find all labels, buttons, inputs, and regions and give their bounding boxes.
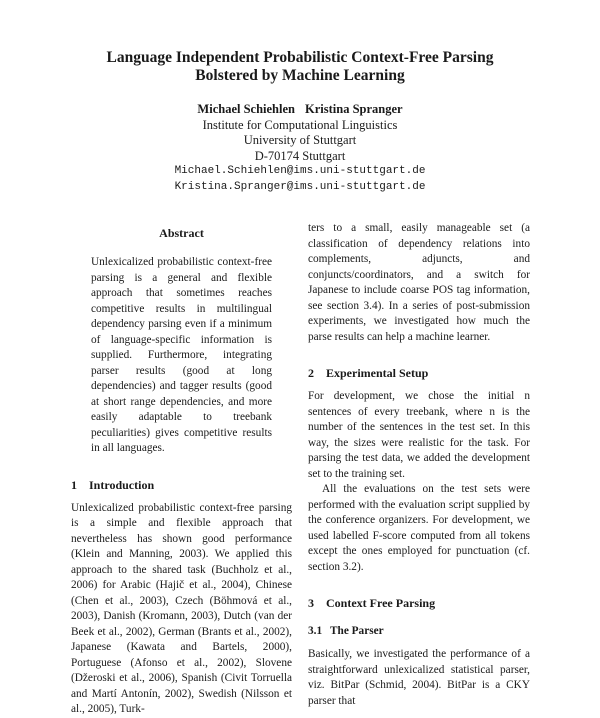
title-line-1: Language Independent Probabilistic Context-Free Parsing [106,49,494,66]
email-1: Michael.Schiehlen@ims.uni-stuttgart.de [174,165,426,178]
section-heading-context-free-parsing [308,595,530,611]
author-2: Kristina Spranger [305,102,403,116]
parser-paragraph: Basically, we investigated the performance of a straightforward unlexicalized statistical parser, viz. BitPar (Schmid, 2004). BitPar is a CKY parser that [308,648,530,707]
author-1: Michael Schiehlen [197,102,295,116]
experimental-paragraph-1: For development, we chose the initial n sentences of every treebank, where n is the number of the sentences in the test set. In this way, the sizes were realistic for the task. For parsing the test data, we added the development set to the training set. [308,390,530,480]
title-line-2: Bolstered by Machine Learning [195,67,405,84]
continued-paragraph: ters to a small, easily manageable set (a classification of dependency relations into complements, adjuncts, and conjuncts/coordinators, and a switch for Japanese to include coarse POS tag information, see section 3.4). In a series of post-submission experiments, we investigated how much the parse results can help a machine learner. [308,222,530,343]
section-title: Introduction [89,477,155,492]
experimental-paragraph-2: All the evaluations on the test sets were performed with the evaluation script supplied by the conference organizers. For development, we used labelled F-score computed from all tokens except the ones employed for punctuation (cf. section 3.2). [308,483,530,573]
abstract-heading: Abstract [159,226,204,240]
section-title: Experimental Setup [326,366,429,380]
section-number: 1 [71,477,77,492]
section-number: 2 [308,366,314,380]
introduction-paragraph: Unlexicalized probabilistic context-free parsing is a simple and flexible approach that nevertheless has shown good performance (Klein and Manning, 2003). We applied this approach to the shared task (Buchholz et al., 2006) for Arabic (Hajič et al., 2004), Chinese (Chen et al., 2003), Czech (Böhmová et al., 2003), Danish (Kromann, 2003), Dutch (van der Beek et al., 2002), German (Brants et al., 2002), Japanese (Kawata and Bartels, 2000), Portuguese (Afonso et al., 2002), Slovene (Džeroski et al., 2006), Spanish (Civit Torruella and Martí Antonín, 2002), Swedish (Nilsson et al., 2005), Turk- [71,501,292,715]
left-column [71,221,292,718]
section-heading-experimental-setup [308,365,530,381]
paper-title [0,49,600,85]
affiliation-line-2: University of Stuttgart [243,133,357,148]
right-column [308,221,530,709]
section-heading-introduction [71,477,292,493]
affiliation-line-1: Institute for Computational Linguistics [202,117,398,132]
subsection-number: 3.1 [308,625,323,637]
affiliation-line-3: D-70174 Stuttgart [254,148,346,163]
section-title: Context Free Parsing [326,596,436,610]
author-names [0,102,600,118]
author-block [0,102,600,196]
email-2: Kristina.Spranger@ims.uni-stuttgart.de [174,180,426,193]
section-number: 3 [308,596,314,610]
abstract-text: Unlexicalized probabilistic context-free parsing is a general and flexible approach that sometimes reaches competitive results in multilingual dependency parsing even if a minimum of language-specific information is supplied. Furthermore, integrating parser results (good at long dependencies) and tagger results (good at short range dependencies, and more easily adaptable to treebank peculiarities) gives competitive results in all languages. [91,256,272,454]
subsection-heading-the-parser [308,624,530,639]
subsection-title: The Parser [330,625,384,637]
